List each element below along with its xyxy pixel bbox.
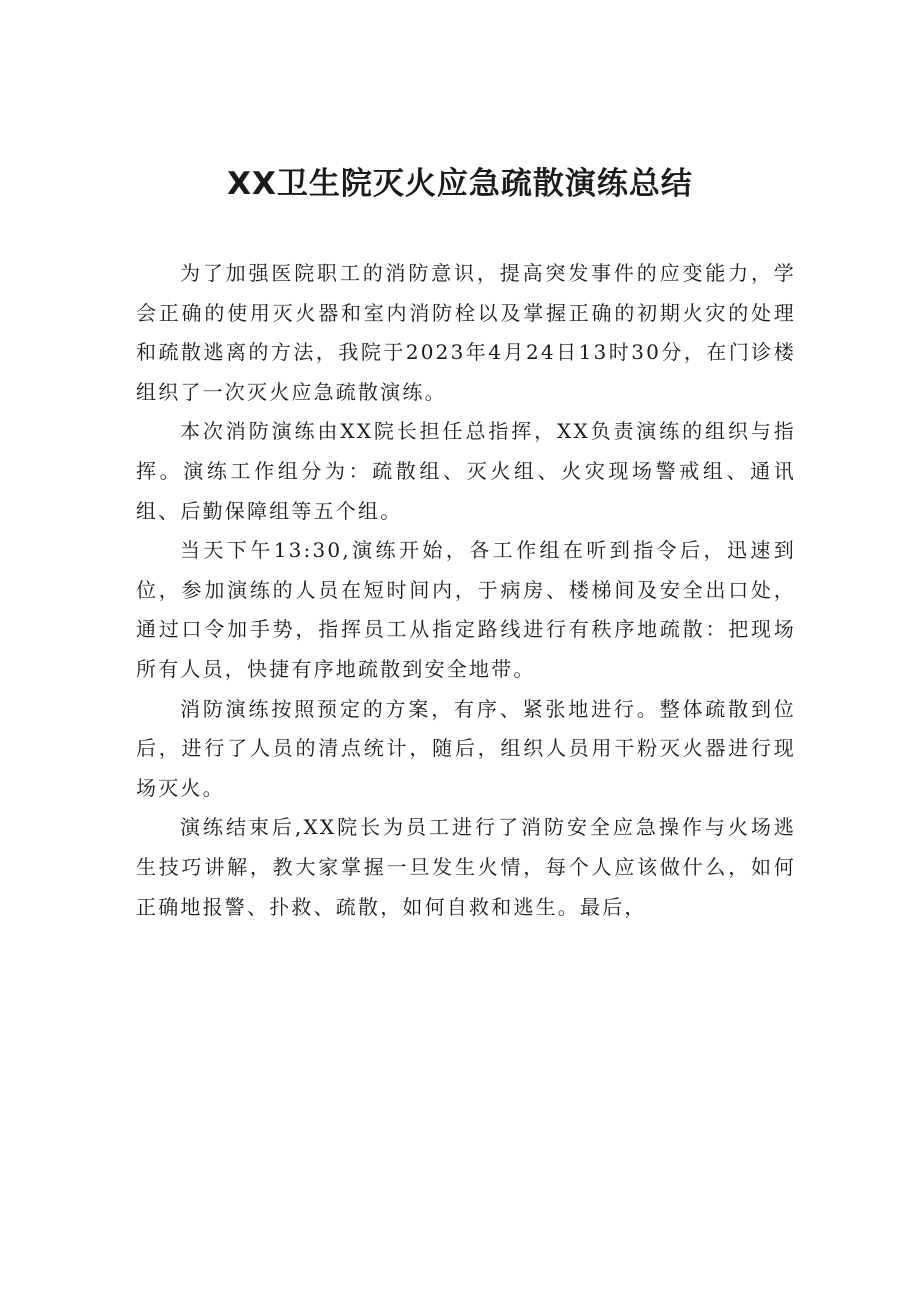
paragraph-intro: 为了加强医院职工的消防意识，提高突发事件的应变能力，学会正确的使用灭火器和室内消防栓以及掌握正确的初期火灾的处理和疏散逃离的方法，我院于2023年4月24日13时30分，在门诊楼组织了一次灭火应急疏散演练。 <box>136 261 796 404</box>
document-title: XX卫生院灭火应急疏散演练总结 <box>227 166 693 202</box>
document-body <box>136 254 796 927</box>
paragraph-drill-process: 当天下午13:30,演练开始，各工作组在听到指令后，迅速到位，参加演练的人员在短时间内，于病房、楼梯间及安全出口处，通过口令加手势，指挥员工从指定路线进行有秩序地疏散：把现场所有人员，快捷有序地疏散到安全地带。 <box>136 538 796 681</box>
paragraph-organization: 本次消防演练由XX院长担任总指挥，XX负责演练的组织与指挥。演练工作组分为：疏散组、灭火组、火灾现场警戒组、通讯组、后勤保障组等五个组。 <box>136 419 796 523</box>
paragraph-drill-execution: 消防演练按照预定的方案，有序、紧张地进行。整体疏散到位后，进行了人员的清点统计，随后，组织人员用干粉灭火器进行现场灭火。 <box>136 696 796 800</box>
paragraph-conclusion: 演练结束后,XX院长为员工进行了消防安全应急操作与火场逃生技巧讲解，教大家掌握一旦发生火情，每个人应该做什么，如何正确地报警、扑救、疏散，如何自救和逃生。最后， <box>136 815 796 919</box>
